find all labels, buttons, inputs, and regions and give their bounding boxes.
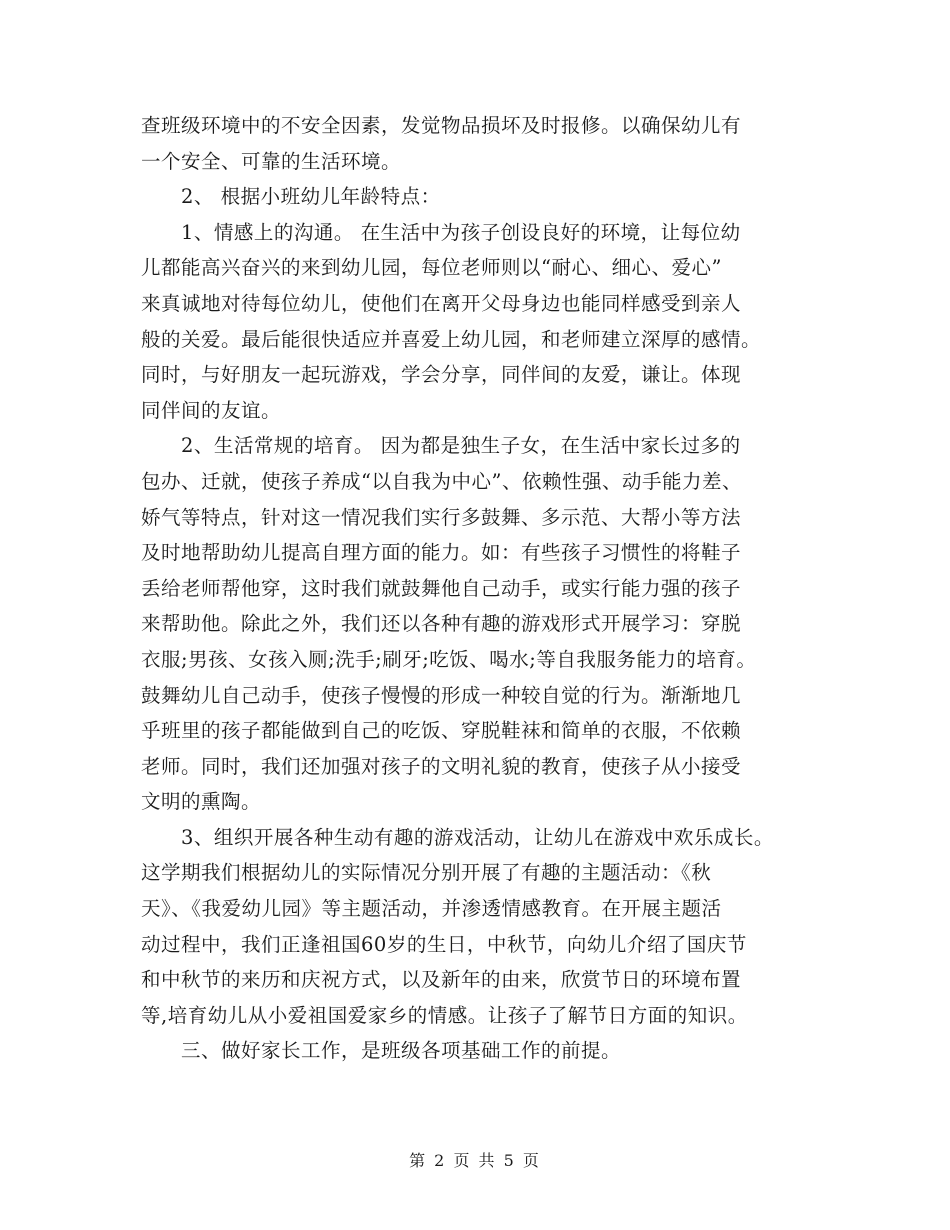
text-line: 2、生活常规的培育。 因为都是独生子女，在生活中家长过多的	[181, 434, 741, 458]
page-footer: 第 2 页 共 5 页	[409, 1151, 541, 1170]
text-line: 和中秋节的来历和庆祝方式，以及新年的由来，欣赏节日的环境布置	[141, 968, 742, 992]
text-line: 老师。同时，我们还加强对孩子的文明礼貌的教育，使孩子从小接受	[141, 754, 742, 778]
text-line: 文明的熏陶。	[141, 790, 262, 814]
text-line: 一个安全、可靠的生活环境。	[141, 149, 402, 173]
text-line: 3、组织开展各种生动有趣的游戏活动，让幼儿在游戏中欢乐成长。	[181, 825, 774, 849]
text-line: 及时地帮助幼儿提高自理方面的能力。如：有些孩子习惯性的将鞋子	[141, 541, 742, 565]
text-line: 丢给老师帮他穿，这时我们就鼓舞他自己动手，或实行能力强的孩子	[141, 576, 742, 600]
text-line: 娇气等特点，针对这一情况我们实行多鼓舞、多示范、大帮小等方法	[141, 505, 742, 529]
text-line: 查班级环境中的不安全因素，发觉物品损坏及时报修。以确保幼儿有	[141, 114, 742, 137]
text-line: 鼓舞幼儿自己动手，使孩子慢慢的形成一种较自觉的行为。渐渐地几	[141, 683, 742, 707]
text-line: 同伴间的友谊。	[141, 398, 282, 422]
text-line: 这学期我们根据幼儿的实际情况分别开展了有趣的主题活动：《秋	[141, 861, 712, 885]
text-line: 1、情感上的沟通。 在生活中为孩子创设良好的环境，让每位幼	[181, 220, 741, 244]
text-line: 动过程中，我们正逢祖国60岁的生日，中秋节，向幼儿介绍了国庆节	[141, 932, 747, 956]
text-line: 来真诚地对待每位幼儿，使他们在离开父母身边也能同样感受到亲人	[141, 291, 742, 315]
text-line: 包办、迁就，使孩子养成“以自我为中心”、依赖性强、动手能力差、	[141, 469, 742, 493]
text-line: 2、 根据小班幼儿年龄特点：	[181, 185, 441, 209]
text-line: 三、做好家长工作，是班级各项基础工作的前提。	[181, 1039, 622, 1063]
text-line: 同时，与好朋友一起玩游戏，学会分享，同伴间的友爱，谦让。体现	[141, 363, 742, 387]
text-line: 天》、《我爱幼儿园》等主题活动，并渗透情感教育。在开展主题活	[141, 897, 722, 921]
text-line: 来帮助他。除此之外，我们还以各种有趣的游戏形式开展学习：穿脱	[141, 612, 742, 636]
text-line: 等,培育幼儿从小爱祖国爱家乡的情感。让孩子了解节日方面的知识。	[141, 1003, 748, 1027]
text-line: 儿都能高兴奋兴的来到幼儿园，每位老师则以“耐心、细心、爱心”	[141, 256, 722, 280]
text-line: 乎班里的孩子都能做到自己的吃饭、穿脱鞋袜和简单的衣服，不依赖	[141, 719, 742, 743]
document-body	[141, 108, 841, 1069]
text-line: 般的关爱。最后能很快适应并喜爱上幼儿园，和老师建立深厚的感情。	[141, 327, 762, 351]
text-line: 衣服;男孩、女孩入厕;洗手;刷牙;吃饭、喝水;等自我服务能力的培育。	[141, 647, 757, 671]
